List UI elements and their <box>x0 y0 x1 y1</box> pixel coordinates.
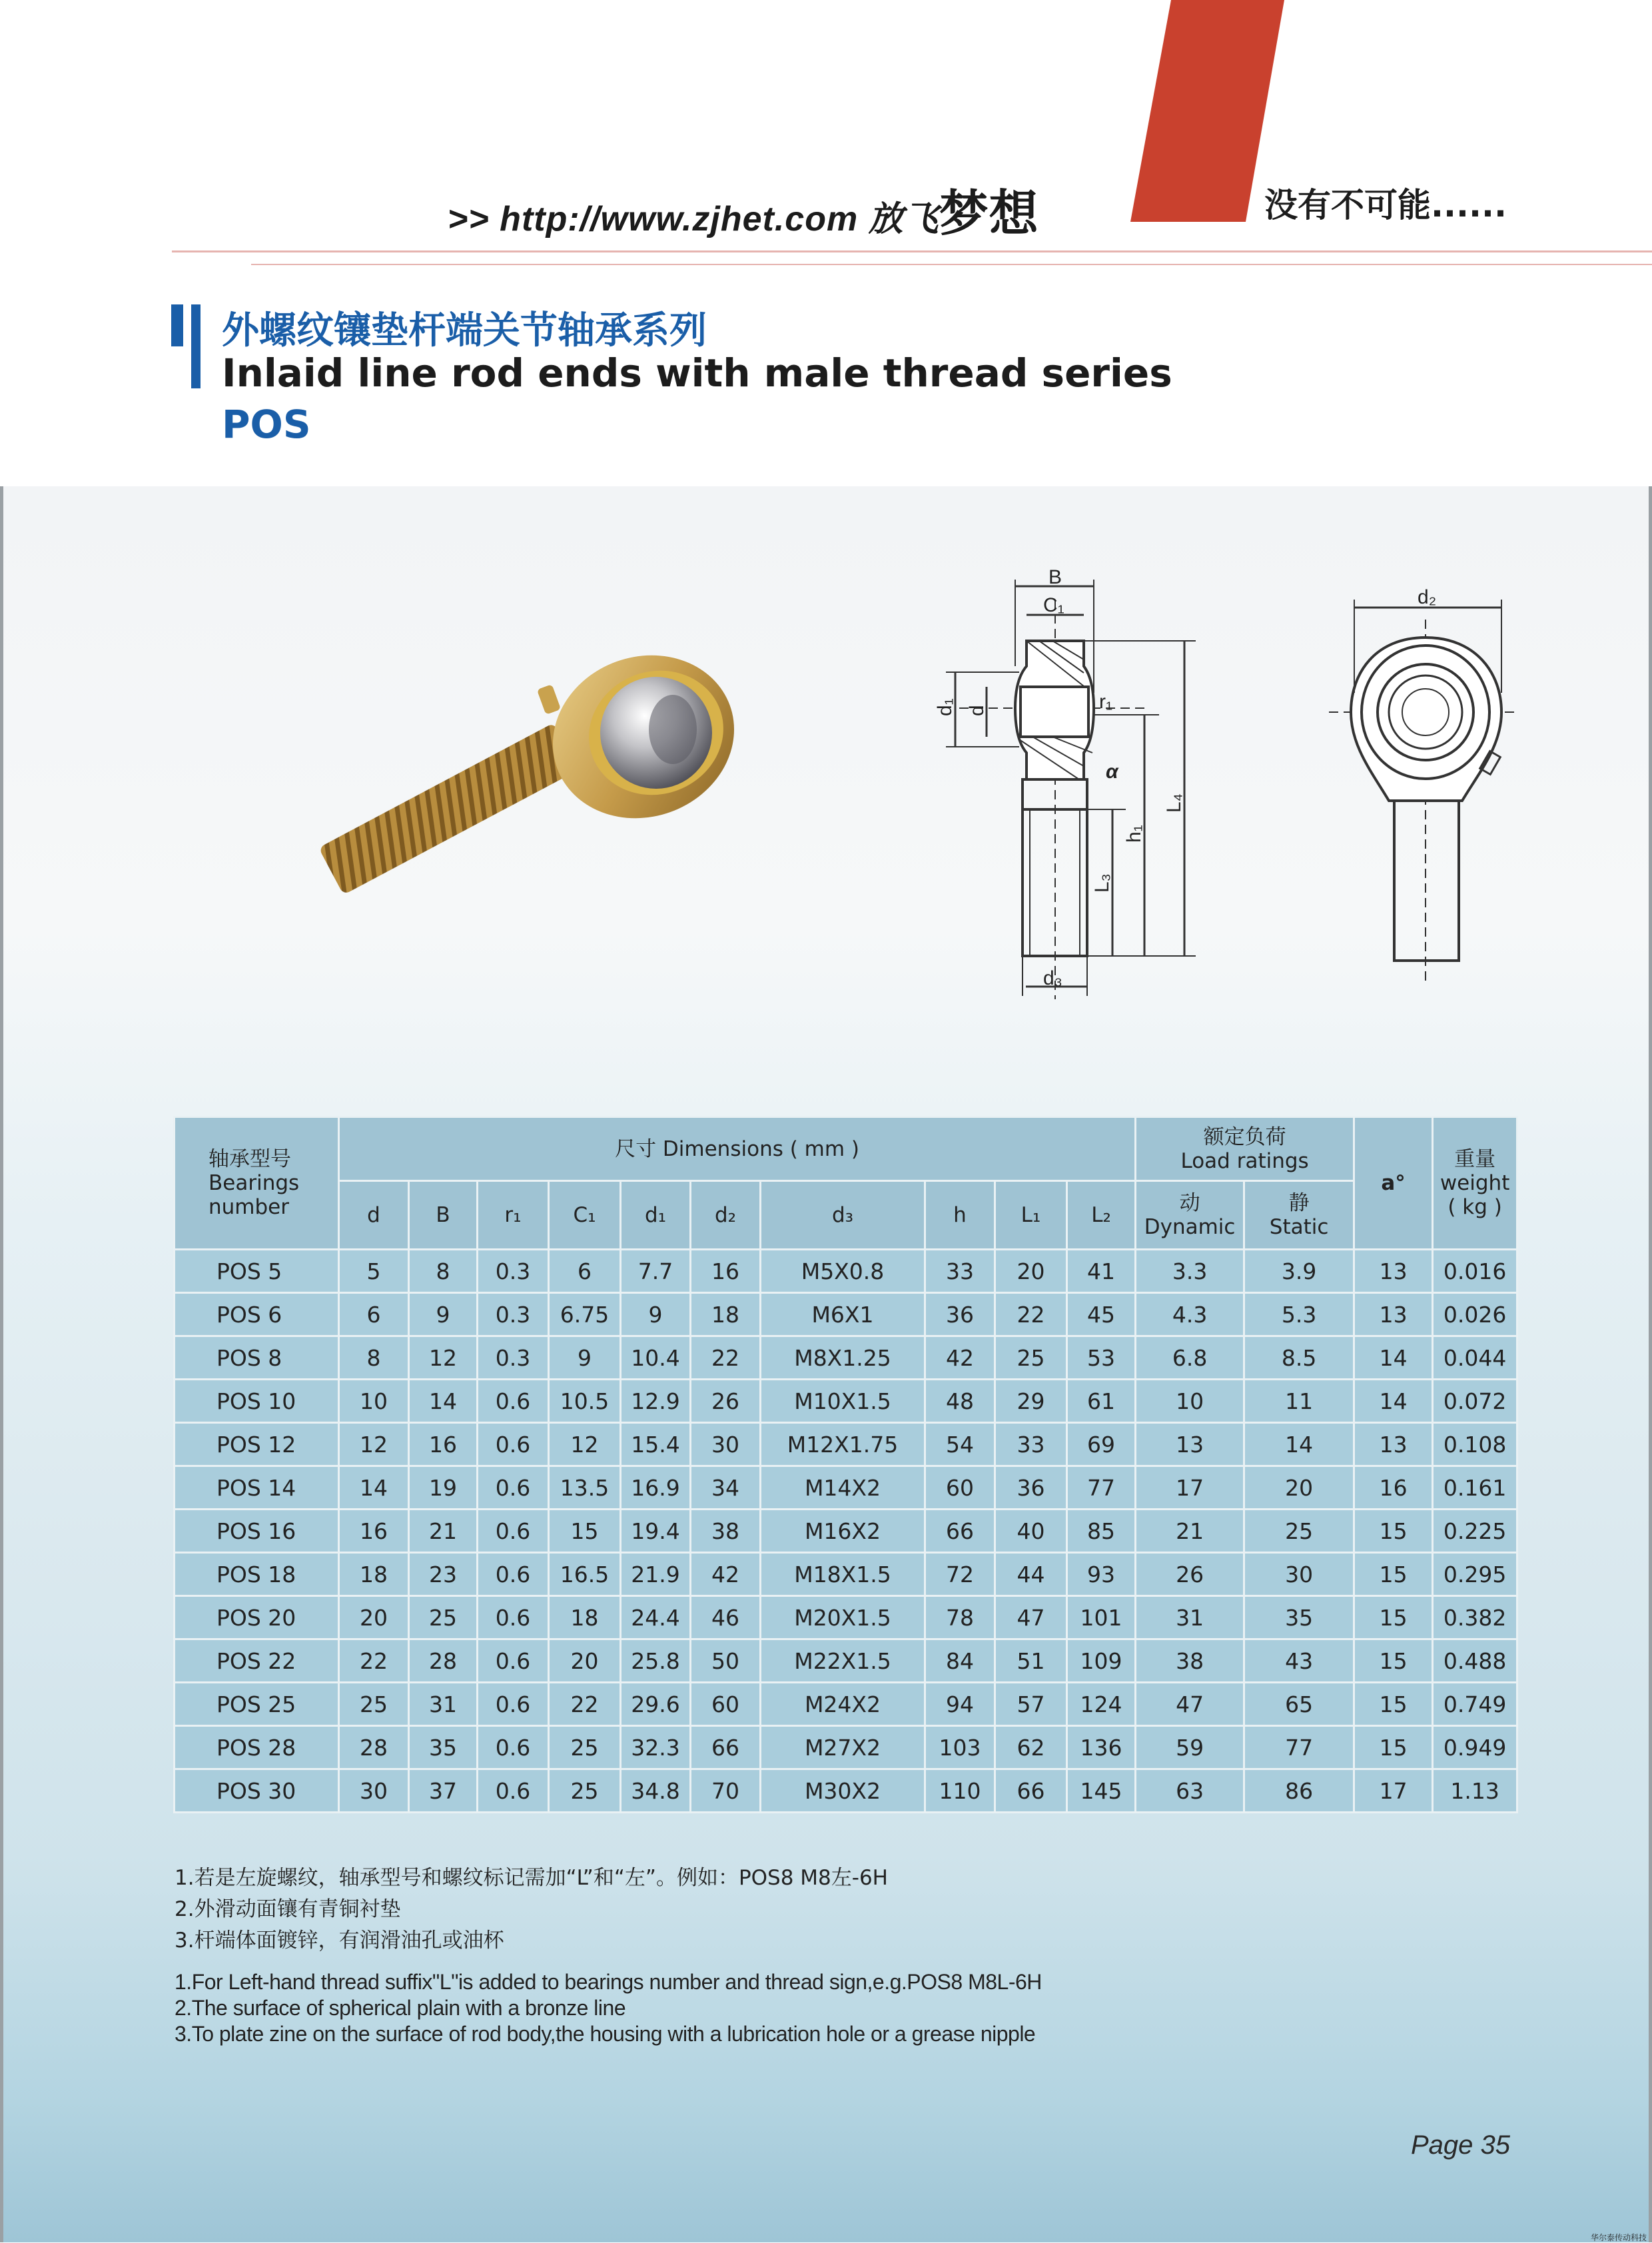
table-cell: 10.4 <box>621 1336 691 1380</box>
label-d1: d₁ <box>934 698 956 716</box>
table-cell: 31 <box>409 1683 478 1726</box>
table-cell: 35 <box>409 1726 478 1769</box>
corner-watermark: 华尔泰传动科技 <box>1591 2233 1647 2242</box>
table-cell: 9 <box>621 1293 691 1336</box>
note-cn-2: 2.外滑动面镶有青铜衬垫 <box>175 1897 401 1921</box>
table-cell: 51 <box>995 1639 1067 1683</box>
table-cell: 13 <box>1354 1423 1433 1466</box>
table-cell: 63 <box>1136 1769 1244 1813</box>
table-cell: 29.6 <box>621 1683 691 1726</box>
table-cell: 13.5 <box>549 1466 621 1510</box>
table-cell: 13 <box>1136 1423 1244 1466</box>
table-cell: 12 <box>409 1336 478 1380</box>
table-cell: M22X1.5 <box>761 1639 925 1683</box>
table-row <box>175 1336 1517 1380</box>
table-cell: 16 <box>409 1423 478 1466</box>
table-cell: 0.225 <box>1433 1510 1517 1553</box>
table-cell: 15 <box>549 1510 621 1553</box>
table-cell: 19 <box>409 1466 478 1510</box>
label-d2: d₂ <box>1418 586 1437 608</box>
table-cell: M30X2 <box>761 1769 925 1813</box>
page-title-cn: 外螺纹镶垫杆端关节轴承系列 <box>222 309 707 352</box>
table-cell: 48 <box>925 1380 995 1423</box>
header-col-0: d <box>339 1181 409 1250</box>
table-cell: 24.4 <box>621 1596 691 1639</box>
table-cell: 6.8 <box>1136 1336 1244 1380</box>
page-title-en: Inlaid line rod ends with male thread series <box>222 350 1172 396</box>
label-L3: L₃ <box>1091 873 1113 893</box>
table-cell: 136 <box>1067 1726 1136 1769</box>
table-cell: 15 <box>1354 1596 1433 1639</box>
table-cell: 17 <box>1354 1769 1433 1813</box>
bearing-number-cell: POS 18 <box>175 1553 339 1596</box>
table-cell: 28 <box>339 1726 409 1769</box>
table-cell: 101 <box>1067 1596 1136 1639</box>
table-cell: 0.949 <box>1433 1726 1517 1769</box>
table-cell: 25 <box>1244 1510 1354 1553</box>
table-cell: 0.108 <box>1433 1423 1517 1466</box>
table-cell: 31 <box>1136 1596 1244 1639</box>
table-cell: 29 <box>995 1380 1067 1423</box>
table-cell: 25 <box>549 1726 621 1769</box>
table-cell: 0.161 <box>1433 1466 1517 1510</box>
table-cell: 34.8 <box>621 1769 691 1813</box>
table-cell: 46 <box>691 1596 761 1639</box>
threaded-shank <box>318 723 579 895</box>
table-cell: 62 <box>995 1726 1067 1769</box>
table-cell: 110 <box>925 1769 995 1813</box>
note-cn-3: 3.杆端体面镀锌，有润滑油孔或油杯 <box>175 1929 504 1953</box>
table-row <box>175 1423 1517 1466</box>
table-cell: 0.044 <box>1433 1336 1517 1380</box>
table-cell: 26 <box>1136 1553 1244 1596</box>
bearing-number-cell: POS 25 <box>175 1683 339 1726</box>
table-cell: 19.4 <box>621 1510 691 1553</box>
bearing-number-cell: POS 22 <box>175 1639 339 1683</box>
table-cell: 16 <box>1354 1466 1433 1510</box>
table-cell: 38 <box>1136 1639 1244 1683</box>
bearing-number-cell: POS 6 <box>175 1293 339 1336</box>
table-cell: 10.5 <box>549 1380 621 1423</box>
table-cell: 41 <box>1067 1250 1136 1293</box>
header-static: 静 Static <box>1244 1181 1354 1250</box>
table-cell: 38 <box>691 1510 761 1553</box>
table-cell: 77 <box>1244 1726 1354 1769</box>
table-cell: 61 <box>1067 1380 1136 1423</box>
table-cell: M8X1.25 <box>761 1336 925 1380</box>
table-cell: 3.3 <box>1136 1250 1244 1293</box>
table-cell: 66 <box>691 1726 761 1769</box>
table-cell: 0.6 <box>478 1553 549 1596</box>
table-cell: M14X2 <box>761 1466 925 1510</box>
table-cell: 17 <box>1136 1466 1244 1510</box>
header-col-7: h <box>925 1181 995 1250</box>
table-cell: 36 <box>995 1466 1067 1510</box>
label-d3: d₃ <box>1043 967 1062 989</box>
table-cell: 50 <box>691 1639 761 1683</box>
label-B: B <box>1048 566 1062 588</box>
table-cell: 0.3 <box>478 1293 549 1336</box>
table-cell: 47 <box>995 1596 1067 1639</box>
table-cell: 59 <box>1136 1726 1244 1769</box>
table-cell: 12 <box>549 1423 621 1466</box>
table-cell: 0.6 <box>478 1380 549 1423</box>
table-row <box>175 1510 1517 1553</box>
header-col-3: C₁ <box>549 1181 621 1250</box>
table-cell: 36 <box>925 1293 995 1336</box>
table-cell: 13 <box>1354 1250 1433 1293</box>
table-cell: 40 <box>995 1510 1067 1553</box>
header-load-ratings: 额定负荷 Load ratings <box>1136 1117 1354 1181</box>
table-cell: 53 <box>1067 1336 1136 1380</box>
table-cell: 34 <box>691 1466 761 1510</box>
table-cell: 18 <box>339 1553 409 1596</box>
specification-table <box>173 1116 1518 1813</box>
label-L4: L₄ <box>1163 793 1185 813</box>
bearing-number-cell: POS 8 <box>175 1336 339 1380</box>
table-cell: 20 <box>339 1596 409 1639</box>
table-cell: 14 <box>339 1466 409 1510</box>
table-cell: 94 <box>925 1683 995 1726</box>
header-angle: a° <box>1354 1117 1433 1250</box>
table-cell: 85 <box>1067 1510 1136 1553</box>
table-cell: 25 <box>409 1596 478 1639</box>
table-cell: 0.3 <box>478 1336 549 1380</box>
table-cell: 20 <box>995 1250 1067 1293</box>
table-cell: 11 <box>1244 1380 1354 1423</box>
table-cell: 22 <box>691 1336 761 1380</box>
table-cell: 60 <box>691 1683 761 1726</box>
table-cell: 12.9 <box>621 1380 691 1423</box>
table-cell: 25 <box>339 1683 409 1726</box>
header-col-1: B <box>409 1181 478 1250</box>
bearing-number-cell: POS 10 <box>175 1380 339 1423</box>
table-cell: 12 <box>339 1423 409 1466</box>
table-cell: 21.9 <box>621 1553 691 1596</box>
bearing-number-cell: POS 28 <box>175 1726 339 1769</box>
table-cell: 72 <box>925 1553 995 1596</box>
table-cell: 0.6 <box>478 1510 549 1553</box>
header-bearing-number: 轴承型号 Bearings number <box>175 1117 339 1250</box>
table-row <box>175 1596 1517 1639</box>
table-cell: 44 <box>995 1553 1067 1596</box>
table-cell: M5X0.8 <box>761 1250 925 1293</box>
table-row <box>175 1769 1517 1813</box>
table-cell: 25.8 <box>621 1639 691 1683</box>
note-cn-1: 1.若是左旋螺纹，轴承型号和螺纹标记需加“L”和“左”。例如：POS8 M8左-6H <box>175 1866 888 1890</box>
table-cell: M10X1.5 <box>761 1380 925 1423</box>
header-col-5: d₂ <box>691 1181 761 1250</box>
table-cell: 18 <box>549 1596 621 1639</box>
table-cell: 4.3 <box>1136 1293 1244 1336</box>
page-number: Page 35 <box>1411 2130 1511 2160</box>
table-cell: 3.9 <box>1244 1250 1354 1293</box>
table-cell: 42 <box>925 1336 995 1380</box>
table-cell: M24X2 <box>761 1683 925 1726</box>
table-cell: 20 <box>549 1639 621 1683</box>
table-cell: 37 <box>409 1769 478 1813</box>
table-cell: 78 <box>925 1596 995 1639</box>
header-slogan: 没有不可能...... <box>1264 186 1507 224</box>
table-cell: 9 <box>549 1336 621 1380</box>
notes-en <box>175 1969 1042 2047</box>
table-cell: 45 <box>1067 1293 1136 1336</box>
header-weight: 重量 weight ( kg ) <box>1433 1117 1517 1250</box>
table-cell: 10 <box>339 1380 409 1423</box>
table-cell: 15.4 <box>621 1423 691 1466</box>
table-cell: 14 <box>409 1380 478 1423</box>
front-view-drawing <box>1329 600 1519 986</box>
table-cell: 14 <box>1354 1336 1433 1380</box>
table-cell: 60 <box>925 1466 995 1510</box>
label-alpha: α <box>1106 761 1118 783</box>
table-cell: 0.072 <box>1433 1380 1517 1423</box>
table-cell: 15 <box>1354 1510 1433 1553</box>
table-cell: 16.5 <box>549 1553 621 1596</box>
table-cell: 0.016 <box>1433 1250 1517 1293</box>
table-cell: 69 <box>1067 1423 1136 1466</box>
table-cell: 8 <box>339 1336 409 1380</box>
table-cell: 0.6 <box>478 1769 549 1813</box>
table-cell: M16X2 <box>761 1510 925 1553</box>
tagline-emphasis: 梦想 <box>939 186 1039 241</box>
table-cell: 42 <box>691 1553 761 1596</box>
table-row <box>175 1726 1517 1769</box>
table-cell: 6.75 <box>549 1293 621 1336</box>
bore <box>649 695 697 764</box>
bearing-number-cell: POS 12 <box>175 1423 339 1466</box>
table-cell: M27X2 <box>761 1726 925 1769</box>
table-cell: 15 <box>1354 1553 1433 1596</box>
table-cell: 0.6 <box>478 1639 549 1683</box>
bearing-number-cell: POS 20 <box>175 1596 339 1639</box>
table-cell: 124 <box>1067 1683 1136 1726</box>
table-cell: 70 <box>691 1769 761 1813</box>
table-cell: 0.749 <box>1433 1683 1517 1726</box>
table-cell: M6X1 <box>761 1293 925 1336</box>
label-h1: h₁ <box>1123 825 1145 843</box>
table-cell: 8.5 <box>1244 1336 1354 1380</box>
table-cell: 0.6 <box>478 1726 549 1769</box>
label-d: d <box>966 705 988 716</box>
table-cell: 0.295 <box>1433 1553 1517 1596</box>
table-row <box>175 1639 1517 1683</box>
table-cell: 0.488 <box>1433 1639 1517 1683</box>
bearing-number-cell: POS 30 <box>175 1769 339 1813</box>
bearing-number-cell: POS 14 <box>175 1466 339 1510</box>
table-cell: 54 <box>925 1423 995 1466</box>
table-row <box>175 1293 1517 1336</box>
header-dynamic: 动 Dynamic <box>1136 1181 1244 1250</box>
product-photo <box>318 630 757 895</box>
table-cell: M12X1.75 <box>761 1423 925 1466</box>
table-cell: 18 <box>691 1293 761 1336</box>
website-url[interactable]: >> http://www.zjhet.com 放飞 <box>448 200 939 238</box>
table-cell: 0.6 <box>478 1423 549 1466</box>
table-cell: 21 <box>409 1510 478 1553</box>
table-cell: 22 <box>339 1639 409 1683</box>
table-cell: 0.3 <box>478 1250 549 1293</box>
table-cell: 103 <box>925 1726 995 1769</box>
table-cell: 16 <box>691 1250 761 1293</box>
table-cell: 9 <box>409 1293 478 1336</box>
table-cell: 14 <box>1244 1423 1354 1466</box>
table-cell: 6 <box>549 1250 621 1293</box>
table-cell: M18X1.5 <box>761 1553 925 1596</box>
table-cell: 21 <box>1136 1510 1244 1553</box>
header-col-2: r₁ <box>478 1181 549 1250</box>
table-cell: 15 <box>1354 1726 1433 1769</box>
table-cell: 25 <box>995 1336 1067 1380</box>
table-cell: 22 <box>549 1683 621 1726</box>
table-row <box>175 1553 1517 1596</box>
table-cell: 0.6 <box>478 1683 549 1726</box>
table-cell: 5.3 <box>1244 1293 1354 1336</box>
side-view-drawing <box>946 580 1196 999</box>
label-C1: C₁ <box>1043 594 1064 616</box>
bearing-number-cell: POS 16 <box>175 1510 339 1553</box>
table-cell: 33 <box>995 1423 1067 1466</box>
table-cell: 30 <box>1244 1553 1354 1596</box>
table-cell: 8 <box>409 1250 478 1293</box>
table-cell: 33 <box>925 1250 995 1293</box>
table-cell: 66 <box>925 1510 995 1553</box>
table-cell: 16.9 <box>621 1466 691 1510</box>
note-en-2: 2.The surface of spherical plain with a bronze line <box>175 1996 626 2020</box>
table-cell: 145 <box>1067 1769 1136 1813</box>
table-cell: 16 <box>339 1510 409 1553</box>
table-cell: 65 <box>1244 1683 1354 1726</box>
table-row <box>175 1380 1517 1423</box>
table-cell: 66 <box>995 1769 1067 1813</box>
header-dimensions: 尺寸 Dimensions ( mm ) <box>339 1117 1136 1181</box>
table-cell: 20 <box>1244 1466 1354 1510</box>
table-cell: 10 <box>1136 1380 1244 1423</box>
note-en-1: 1.For Left-hand thread suffix"L"is added to bearings number and thread sign,e.g.POS8 M8L-6H <box>175 1970 1042 1994</box>
series-code: POS <box>222 402 311 447</box>
table-cell: 47 <box>1136 1683 1244 1726</box>
table-cell: 0.6 <box>478 1466 549 1510</box>
table-cell: 14 <box>1354 1380 1433 1423</box>
table-cell: 26 <box>691 1380 761 1423</box>
table-cell: 86 <box>1244 1769 1354 1813</box>
table-cell: 23 <box>409 1553 478 1596</box>
table-cell: 1.13 <box>1433 1769 1517 1813</box>
table-row <box>175 1466 1517 1510</box>
table-cell: 84 <box>925 1639 995 1683</box>
table-cell: 32.3 <box>621 1726 691 1769</box>
table-cell: 77 <box>1067 1466 1136 1510</box>
table-row <box>175 1250 1517 1293</box>
grease-nipple-icon <box>537 684 561 715</box>
table-cell: 43 <box>1244 1639 1354 1683</box>
table-cell: 93 <box>1067 1553 1136 1596</box>
table-cell: 30 <box>691 1423 761 1466</box>
header-col-9: L₂ <box>1067 1181 1136 1250</box>
bearing-number-cell: POS 5 <box>175 1250 339 1293</box>
table-row <box>175 1683 1517 1726</box>
header-col-6: d₃ <box>761 1181 925 1250</box>
table-cell: 22 <box>995 1293 1067 1336</box>
table-cell: M20X1.5 <box>761 1596 925 1639</box>
table-cell: 30 <box>339 1769 409 1813</box>
notes-cn <box>175 1863 888 1957</box>
table-cell: 15 <box>1354 1639 1433 1683</box>
table-cell: 15 <box>1354 1683 1433 1726</box>
table-cell: 7.7 <box>621 1250 691 1293</box>
header-col-8: L₁ <box>995 1181 1067 1250</box>
table-cell: 57 <box>995 1683 1067 1726</box>
note-en-3: 3.To plate zine on the surface of rod body,the housing with a lubrication hole or a grease nipple <box>175 2022 1036 2046</box>
table-cell: 109 <box>1067 1639 1136 1683</box>
label-r1: r₁ <box>1099 691 1113 713</box>
table-cell: 0.6 <box>478 1596 549 1639</box>
header-col-4: d₁ <box>621 1181 691 1250</box>
table-cell: 25 <box>549 1769 621 1813</box>
table-cell: 28 <box>409 1639 478 1683</box>
table-cell: 0.026 <box>1433 1293 1517 1336</box>
table-cell: 35 <box>1244 1596 1354 1639</box>
table-cell: 5 <box>339 1250 409 1293</box>
table-cell: 13 <box>1354 1293 1433 1336</box>
table-cell: 6 <box>339 1293 409 1336</box>
table-cell: 0.382 <box>1433 1596 1517 1639</box>
